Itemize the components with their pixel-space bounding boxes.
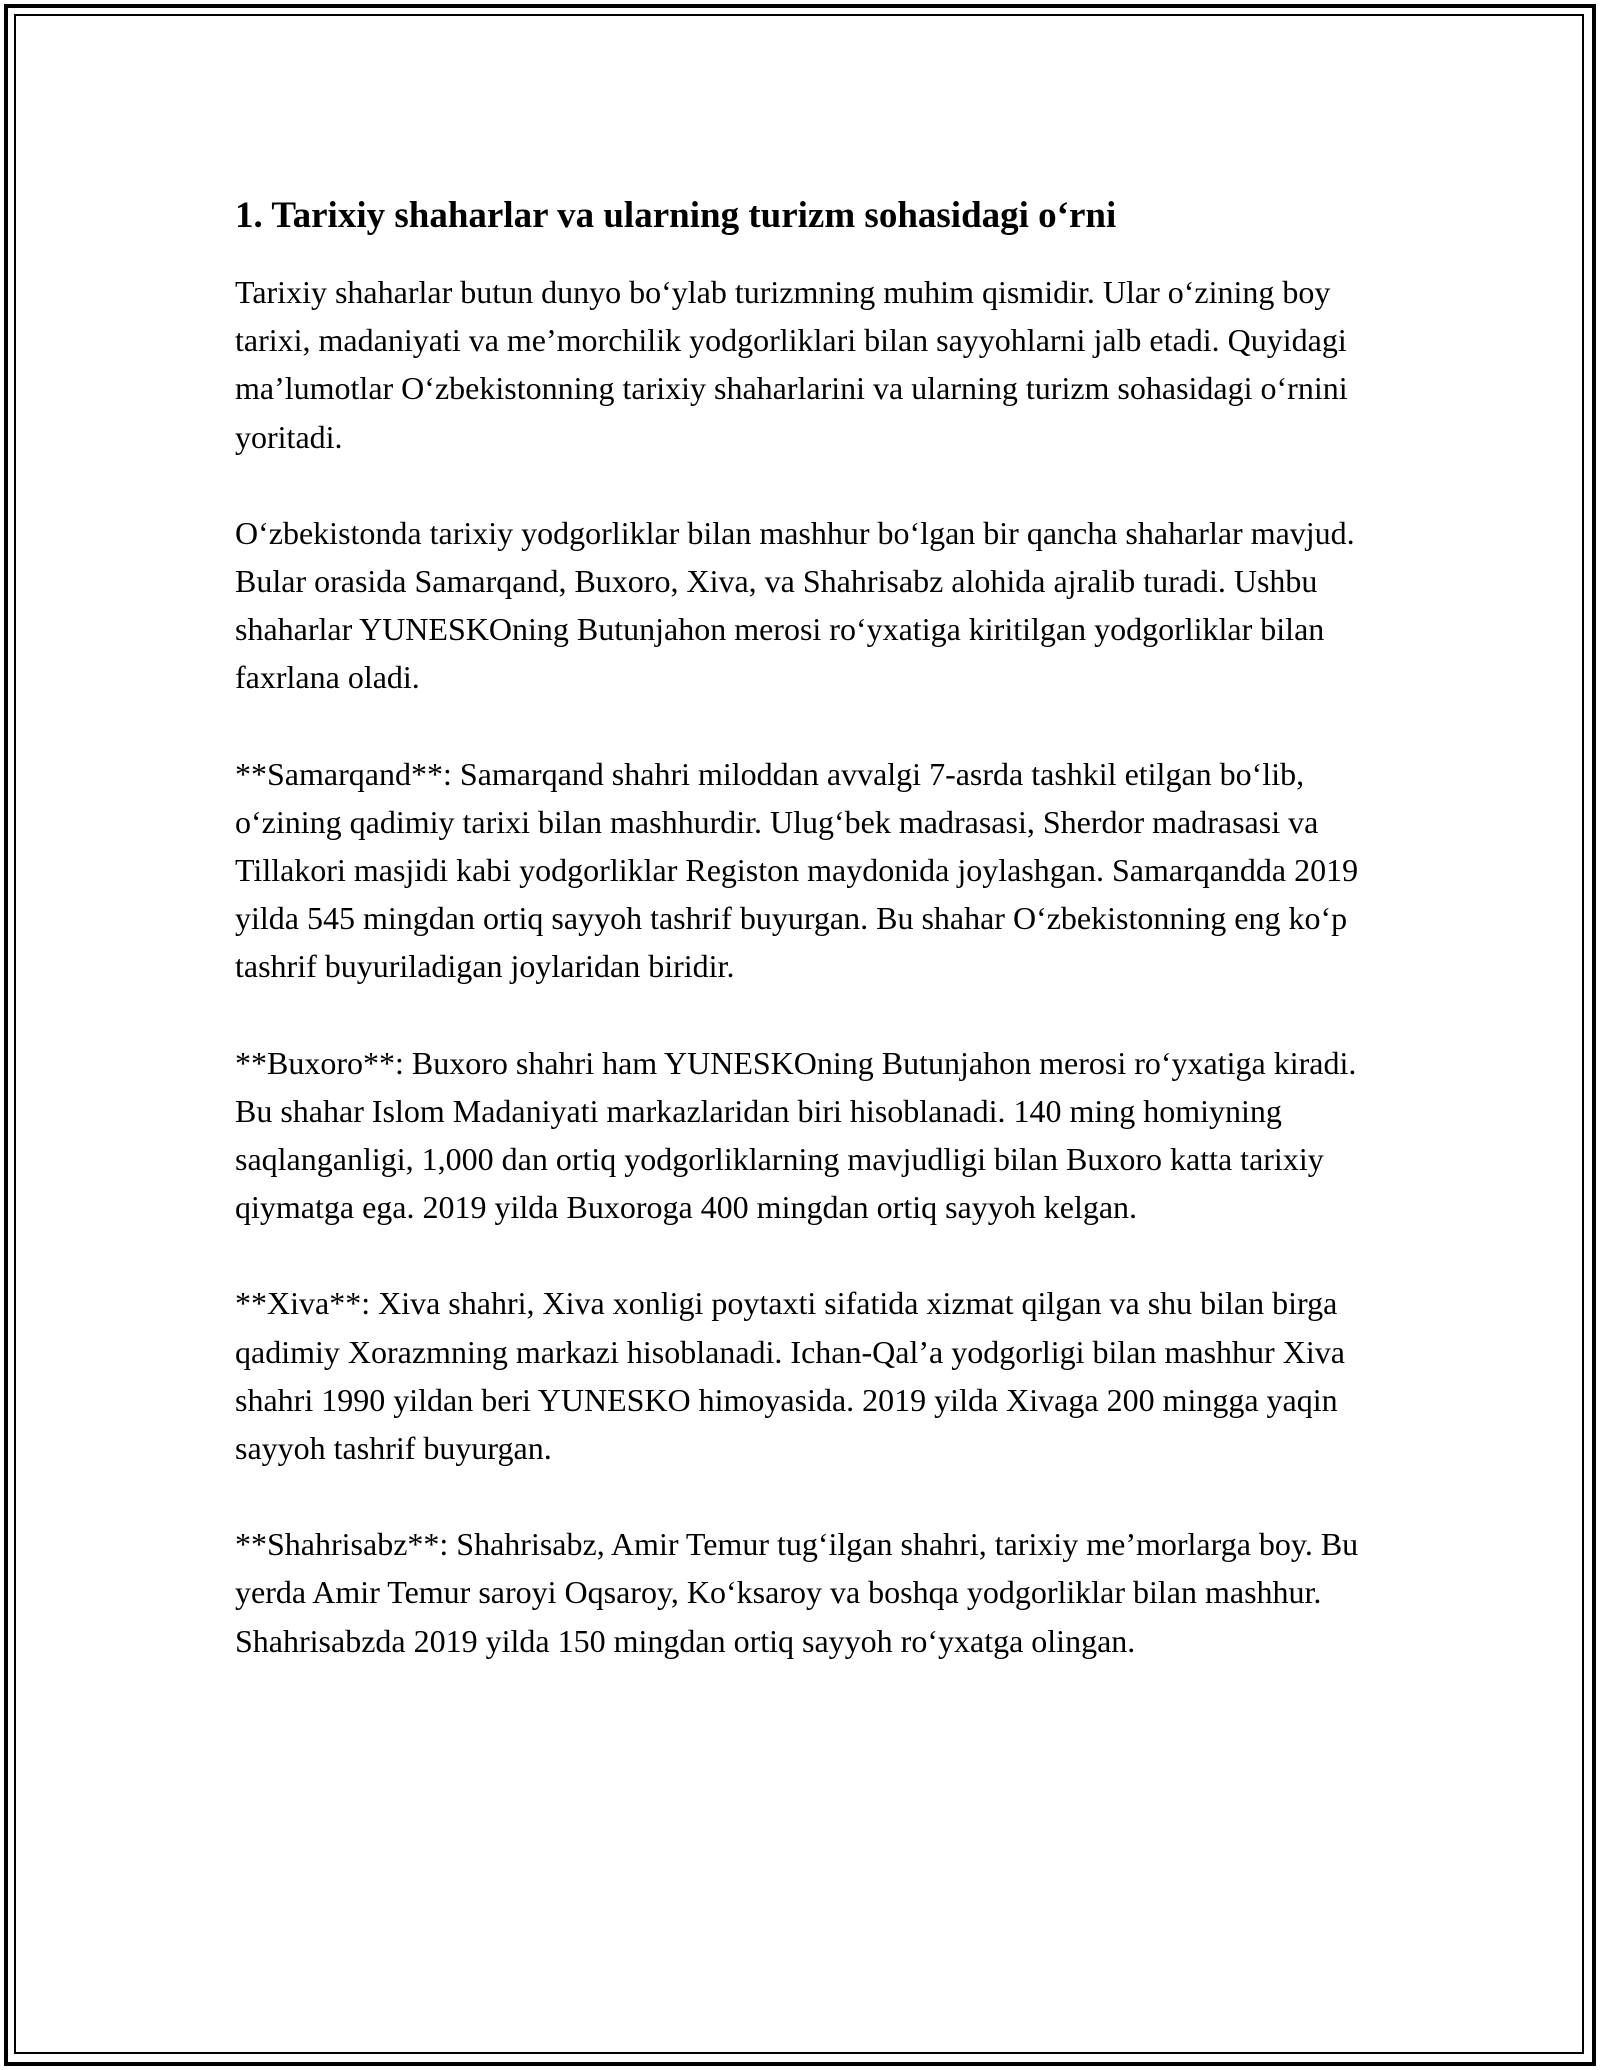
section-heading: 1. Tarixiy shaharlar va ularning turizm sohasidagi o‘rni: [235, 195, 1117, 236]
paragraph-cities-overview: O‘zbekistonda tarixiy yodgorliklar bilan mashhur bo‘lgan bir qancha shaharlar mavjud. Bular orasida Samarqand, Buxoro, Xiva, va Shahrisabz alohida ajralib turadi. Ushbu shaharlar YUNESKOning Butunjahon merosi ro‘yxatiga kiritilgan yodgorliklar bilan faxrlana oladi.: [235, 514, 1355, 696]
paragraph-intro: Tarixiy shaharlar butun dunyo bo‘ylab turizmning muhim qismidir. Ular o‘zining boy tarixi, madaniyati va me’morchilik yodgorliklari bilan sayyohlarni jalb etadi. Quyidagi ma’lumotlar O‘zbekistonning tarixiy shaharlarini va ularning turizm sohasidagi o‘rnini yoritadi.: [235, 274, 1348, 455]
paragraph-samarqand: **Samarqand**: Samarqand shahri miloddan avvalgi 7-asrda tashkil etilgan bo‘lib, o‘zining qadimiy tarixi bilan mashhurdir. Ulug‘bek madrasasi, Sherdor madrasasi va Tillakori masjidi kabi yodgorliklar Registon maydonida joylashgan. Samarqandda 2019 yilda 545 mingdan ortiq sayyoh tashrif buyurgan. Bu shahar O‘zbekistonning eng ko‘p tashrif buyuriladigan joylaridan biridir.: [235, 755, 1359, 985]
paragraph-buxoro: **Buxoro**: Buxoro shahri ham YUNESKOning Butunjahon merosi ro‘yxatiga kiradi. Bu shahar Islom Madaniyati markazlaridan biri hisoblanadi. 140 ming homiyning saqlanganligi, 1,000 dan ortiq yodgorliklarning mavjudligi bilan Buxoro katta tarixiy qiymatga ega. 2019 yilda Buxoroga 400 mingdan ortiq sayyoh kelgan.: [235, 1044, 1357, 1226]
paragraph-shahrisabz: **Shahrisabz**: Shahrisabz, Amir Temur tug‘ilgan shahri, tarixiy me’morlarga boy. Bu yerda Amir Temur saroyi Oqsaroy, Ko‘ksaroy va boshqa yodgorliklar bilan mashhur. Shahrisabzda 2019 yilda 150 mingdan ortiq sayyoh ro‘yxatga olingan.: [235, 1526, 1359, 1659]
document-body: [235, 186, 1370, 1713]
paragraph-xiva: **Xiva**: Xiva shahri, Xiva xonligi poytaxti sifatida xizmat qilgan va shu bilan birga qadimiy Xorazmning markazi hisoblanadi. Ichan-Qal’a yodgorligi bilan mashhur Xiva shahri 1990 yildan beri YUNESKO himoyasida. 2019 yilda Xivaga 200 mingga yaqin sayyoh tashrif buyurgan.: [235, 1285, 1345, 1467]
